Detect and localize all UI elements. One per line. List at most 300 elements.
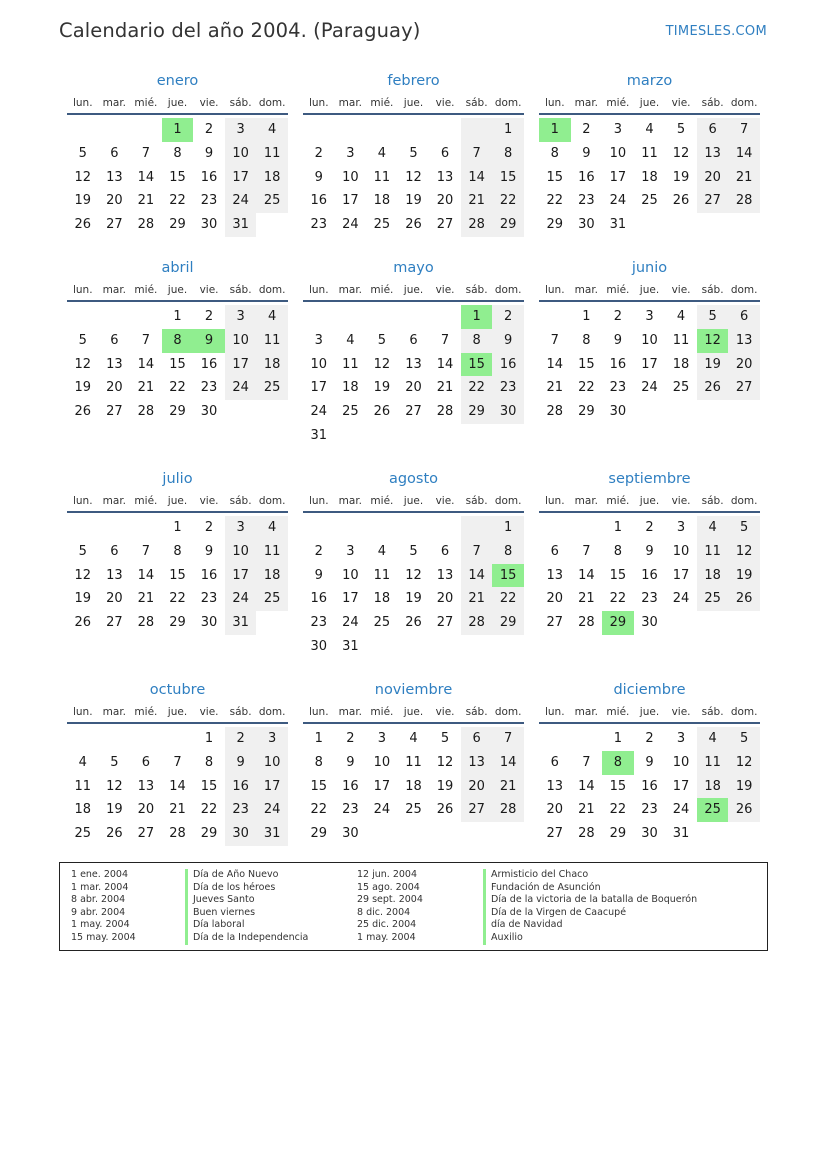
day-cell: 25 — [405, 802, 422, 818]
day-cell: 5 — [728, 516, 760, 540]
day-cell: 14 — [137, 567, 155, 583]
week-row — [303, 189, 524, 213]
empty-day-cell — [539, 727, 571, 751]
day-cell: 5 — [110, 754, 119, 770]
day-cell: 6 — [440, 145, 450, 161]
week-row — [67, 142, 288, 166]
weekday-label: dom. — [258, 284, 286, 296]
day-cell: 4 — [697, 516, 729, 540]
day-cell: 19 — [74, 591, 92, 607]
month-name: enero — [156, 73, 199, 89]
week-row — [539, 189, 760, 213]
weekday-label: jue. — [167, 495, 188, 507]
day-cell: 6 — [697, 118, 729, 142]
day-cell: 10 — [342, 169, 359, 185]
empty-day-cell — [665, 400, 697, 424]
week-row — [539, 727, 760, 751]
day-cell: 17 — [609, 169, 627, 185]
week-row — [303, 798, 524, 822]
day-cell: 17 — [641, 356, 658, 372]
day-cell: 31 — [609, 217, 627, 233]
weekday-label: mar. — [574, 97, 599, 109]
day-cell: 30 — [641, 615, 658, 631]
weekday-label: sáb. — [465, 284, 488, 296]
week-row — [539, 118, 760, 142]
week-row — [303, 353, 524, 377]
day-cell: 10 — [225, 329, 257, 353]
day-cell: 11 — [672, 332, 690, 348]
day-cell: 5 — [676, 122, 686, 137]
month-name: agosto — [388, 471, 439, 487]
day-cell: 23 — [310, 217, 328, 233]
legend-holiday-name: día de Navidad — [483, 919, 697, 932]
week-row — [303, 822, 524, 846]
week-row — [303, 166, 524, 190]
day-cell: 22 — [200, 802, 218, 818]
weekday-label: mié. — [370, 97, 394, 109]
day-cell: 19 — [405, 591, 422, 607]
day-cell: 19 — [728, 775, 760, 799]
legend-date: 15 may. 2004 — [71, 931, 136, 943]
day-cell: 20 — [546, 591, 564, 607]
empty-day-cell — [67, 305, 99, 329]
day-cell: 14 — [436, 356, 454, 372]
week-row — [303, 540, 524, 564]
day-cell: 31 — [256, 822, 288, 846]
weekday-label: mié. — [606, 706, 630, 718]
day-cell: 18 — [74, 802, 92, 818]
week-row — [303, 213, 524, 237]
month-7 — [303, 468, 524, 659]
empty-day-cell — [99, 516, 131, 540]
day-cell: 13 — [461, 751, 493, 775]
day-cell: 8 — [613, 543, 623, 559]
day-cell: 10 — [609, 145, 627, 161]
day-cell: 13 — [728, 329, 760, 353]
day-cell: 5 — [728, 727, 760, 751]
day-cell: 19 — [373, 380, 391, 396]
day-cell: 6 — [409, 332, 418, 348]
week-row — [303, 400, 524, 424]
legend-date: 29 sept. 2004 — [357, 894, 423, 906]
day-cell: 1 — [613, 520, 623, 535]
day-cell: 16 — [200, 567, 218, 583]
empty-day-cell — [366, 118, 398, 142]
day-cell: 23 — [200, 591, 218, 607]
legend-date: 1 ene. 2004 — [71, 869, 128, 880]
week-row — [67, 798, 288, 822]
day-cell: 4 — [409, 731, 418, 746]
day-cell: 23 — [342, 802, 359, 818]
day-cell: 3 — [225, 305, 257, 329]
legend-date: 8 abr. 2004 — [71, 894, 126, 906]
day-cell: 5 — [409, 145, 418, 161]
day-cell: 20 — [697, 166, 729, 190]
day-cell: 31 — [225, 213, 257, 237]
day-cell: 29 — [578, 404, 595, 420]
day-cell: 19 — [672, 169, 690, 185]
day-cell: 21 — [728, 166, 760, 190]
day-cell: 3 — [377, 731, 387, 746]
month-days — [303, 724, 524, 846]
day-cell: 26 — [728, 587, 760, 611]
day-cell: 8 — [582, 332, 591, 348]
day-cell: 21 — [169, 802, 186, 818]
day-cell: 16 — [641, 778, 658, 794]
day-cell: 20 — [106, 193, 123, 209]
day-cell: 13 — [106, 567, 123, 583]
day-cell: 9 — [225, 751, 257, 775]
day-cell: 5 — [78, 543, 87, 559]
weekday-header — [67, 279, 288, 302]
day-cell: 7 — [728, 118, 760, 142]
day-cell: 28 — [436, 404, 454, 420]
week-row — [539, 611, 760, 635]
week-row — [303, 635, 524, 659]
day-cell: 16 — [200, 356, 218, 372]
day-cell: 9 — [204, 543, 214, 559]
weekday-label: vie. — [199, 495, 219, 507]
day-cell: 16 — [492, 353, 524, 377]
week-row — [303, 727, 524, 751]
weekday-label: mié. — [370, 495, 394, 507]
day-cell: 25 — [256, 587, 288, 611]
month-2 — [539, 70, 760, 237]
week-row — [539, 516, 760, 540]
empty-day-cell — [539, 305, 571, 329]
weekday-label: jue. — [167, 284, 188, 296]
day-cell: 10 — [310, 356, 328, 372]
day-cell: 24 — [342, 615, 359, 631]
weekday-label: vie. — [671, 97, 691, 109]
day-cell: 25 — [373, 615, 391, 631]
legend-date: 1 may. 2004 — [71, 919, 130, 931]
day-cell: 15 — [200, 778, 218, 794]
weekday-label: lun. — [544, 284, 565, 296]
empty-day-cell — [697, 213, 729, 237]
day-cell: 22 — [546, 193, 564, 209]
week-row — [539, 329, 760, 353]
month-name: julio — [162, 471, 193, 487]
day-cell: 13 — [546, 778, 564, 794]
empty-day-cell — [130, 727, 162, 751]
day-cell: 24 — [672, 802, 690, 818]
legend-date: 1 mar. 2004 — [71, 881, 129, 893]
month-days — [539, 724, 760, 846]
empty-day-cell — [256, 213, 288, 237]
holiday-day-cell: 29 — [602, 611, 634, 635]
day-cell: 30 — [225, 822, 257, 846]
weekday-label: lun. — [308, 97, 329, 109]
week-row — [67, 516, 288, 540]
empty-day-cell — [99, 727, 131, 751]
day-cell: 28 — [137, 217, 155, 233]
day-cell: 17 — [342, 591, 359, 607]
day-cell: 3 — [645, 309, 654, 324]
day-cell: 11 — [641, 145, 658, 161]
day-cell: 25 — [373, 217, 391, 233]
empty-day-cell — [366, 822, 398, 846]
legend-holiday-name: Auxilio — [483, 932, 697, 945]
day-cell: 7 — [440, 332, 450, 348]
weekday-label: mar. — [574, 706, 599, 718]
day-cell: 28 — [461, 611, 493, 635]
day-cell: 15 — [169, 567, 186, 583]
day-cell: 24 — [672, 591, 690, 607]
day-cell: 6 — [110, 543, 119, 559]
day-cell: 2 — [645, 520, 654, 535]
day-cell: 16 — [641, 567, 658, 583]
day-cell: 10 — [672, 543, 690, 559]
day-cell: 12 — [436, 754, 454, 770]
weekday-label: lun. — [72, 284, 93, 296]
day-cell: 21 — [461, 587, 493, 611]
weekday-header — [303, 92, 524, 115]
day-cell: 8 — [550, 145, 559, 161]
legend-date: 1 may. 2004 — [357, 931, 416, 943]
brand-link[interactable]: TIMESLES.COM — [665, 24, 767, 39]
day-cell: 11 — [256, 142, 288, 166]
legend-dates-left — [71, 869, 136, 945]
weekday-label: lun. — [544, 706, 565, 718]
day-cell: 13 — [405, 356, 422, 372]
empty-day-cell — [398, 635, 430, 659]
day-cell: 30 — [200, 217, 218, 233]
month-8 — [539, 468, 760, 635]
holiday-day-cell: 9 — [193, 329, 225, 353]
day-cell: 21 — [137, 193, 155, 209]
week-row — [539, 587, 760, 611]
day-cell: 30 — [578, 217, 595, 233]
weekday-label: lun. — [72, 706, 93, 718]
day-cell: 26 — [672, 193, 690, 209]
weekday-label: vie. — [671, 706, 691, 718]
holiday-day-cell: 1 — [162, 118, 194, 142]
day-cell: 1 — [173, 520, 182, 535]
holiday-day-cell: 15 — [492, 564, 524, 588]
weekday-label: dom. — [494, 284, 522, 296]
week-row — [67, 727, 288, 751]
day-cell: 14 — [169, 778, 186, 794]
weekday-label: lun. — [544, 495, 565, 507]
day-cell: 14 — [492, 751, 524, 775]
empty-day-cell — [366, 516, 398, 540]
day-cell: 27 — [546, 826, 564, 842]
empty-day-cell — [571, 727, 603, 751]
weekday-header — [67, 92, 288, 115]
day-cell: 28 — [728, 189, 760, 213]
weekday-header — [303, 279, 524, 302]
weekday-label: lun. — [72, 97, 93, 109]
legend-date: 8 dic. 2004 — [357, 906, 411, 918]
day-cell: 4 — [377, 543, 387, 559]
empty-day-cell — [429, 305, 461, 329]
day-cell: 16 — [200, 169, 218, 185]
day-cell: 9 — [314, 567, 323, 583]
weekday-label: mar. — [574, 495, 599, 507]
legend-holiday-name: Día de Año Nuevo — [185, 869, 308, 882]
day-cell: 30 — [200, 615, 218, 631]
day-cell: 23 — [641, 802, 658, 818]
empty-day-cell — [130, 516, 162, 540]
day-cell: 24 — [342, 217, 359, 233]
day-cell: 7 — [461, 540, 493, 564]
day-cell: 13 — [436, 567, 454, 583]
day-cell: 18 — [697, 775, 729, 799]
day-cell: 2 — [346, 731, 355, 746]
day-cell: 26 — [74, 404, 92, 420]
day-cell: 18 — [697, 564, 729, 588]
legend-holiday-name: Día de la Independencia — [185, 932, 308, 945]
week-row — [67, 305, 288, 329]
day-cell: 14 — [461, 166, 493, 190]
day-cell: 22 — [492, 587, 524, 611]
weekday-label: sáb. — [701, 284, 724, 296]
day-cell: 17 — [672, 567, 690, 583]
week-row — [539, 564, 760, 588]
day-cell: 9 — [582, 145, 591, 161]
day-cell: 26 — [405, 217, 422, 233]
day-cell: 27 — [106, 217, 123, 233]
day-cell: 20 — [728, 353, 760, 377]
weekday-label: jue. — [167, 706, 188, 718]
day-cell: 23 — [200, 380, 218, 396]
day-cell: 25 — [256, 376, 288, 400]
empty-day-cell — [461, 424, 493, 448]
day-cell: 4 — [346, 332, 355, 348]
day-cell: 19 — [697, 353, 729, 377]
weekday-label: vie. — [435, 284, 455, 296]
day-cell: 18 — [405, 778, 422, 794]
weekday-label: mar. — [102, 284, 127, 296]
day-cell: 24 — [641, 380, 658, 396]
legend-holiday-name: Armisticio del Chaco — [483, 869, 697, 882]
weekday-label: sáb. — [229, 97, 252, 109]
day-cell: 7 — [582, 543, 591, 559]
day-cell: 27 — [697, 189, 729, 213]
day-cell: 9 — [645, 754, 654, 770]
day-cell: 29 — [200, 826, 218, 842]
empty-day-cell — [665, 213, 697, 237]
weekday-header — [67, 701, 288, 724]
week-row — [539, 353, 760, 377]
day-cell: 3 — [346, 145, 355, 161]
empty-day-cell — [429, 822, 461, 846]
week-row — [67, 329, 288, 353]
day-cell: 14 — [546, 356, 564, 372]
day-cell: 24 — [256, 798, 288, 822]
day-cell: 1 — [492, 118, 524, 142]
day-cell: 8 — [204, 754, 214, 770]
day-cell: 7 — [141, 332, 151, 348]
day-cell: 9 — [645, 543, 654, 559]
day-cell: 12 — [373, 356, 391, 372]
day-cell: 11 — [74, 778, 92, 794]
legend-dates-right — [357, 869, 423, 945]
week-row — [539, 166, 760, 190]
month-0 — [67, 70, 288, 237]
weekday-label: dom. — [258, 97, 286, 109]
weekday-label: mar. — [574, 284, 599, 296]
empty-day-cell — [728, 400, 760, 424]
day-cell: 28 — [137, 404, 155, 420]
empty-day-cell — [728, 213, 760, 237]
day-cell: 24 — [609, 193, 627, 209]
weekday-header — [539, 279, 760, 302]
month-days — [303, 513, 524, 659]
day-cell: 12 — [672, 145, 690, 161]
day-cell: 30 — [641, 826, 658, 842]
day-cell: 14 — [137, 356, 155, 372]
day-cell: 10 — [641, 332, 658, 348]
holiday-day-cell: 1 — [539, 118, 571, 142]
empty-day-cell — [303, 305, 335, 329]
empty-day-cell — [429, 118, 461, 142]
day-cell: 20 — [405, 380, 422, 396]
weekday-label: jue. — [403, 284, 424, 296]
empty-day-cell — [162, 727, 194, 751]
month-name: octubre — [149, 682, 206, 698]
weekday-label: sáb. — [229, 284, 252, 296]
day-cell: 27 — [106, 615, 123, 631]
empty-day-cell — [398, 305, 430, 329]
empty-day-cell — [539, 516, 571, 540]
week-row — [539, 142, 760, 166]
weekday-label: dom. — [258, 495, 286, 507]
empty-day-cell — [492, 635, 524, 659]
day-cell: 30 — [200, 404, 218, 420]
day-cell: 14 — [137, 169, 155, 185]
weekday-header — [67, 490, 288, 513]
week-row — [303, 424, 524, 448]
month-5 — [539, 257, 760, 424]
month-days — [67, 513, 288, 635]
day-cell: 16 — [609, 356, 627, 372]
day-cell: 24 — [373, 802, 391, 818]
month-6 — [67, 468, 288, 635]
weekday-label: jue. — [639, 706, 660, 718]
day-cell: 17 — [373, 778, 391, 794]
day-cell: 7 — [141, 145, 151, 161]
day-cell: 5 — [377, 332, 387, 348]
weekday-label: sáb. — [465, 97, 488, 109]
weekday-label: lun. — [72, 495, 93, 507]
day-cell: 1 — [204, 731, 214, 746]
day-cell: 12 — [74, 356, 92, 372]
day-cell: 4 — [78, 754, 87, 770]
day-cell: 19 — [405, 193, 422, 209]
day-cell: 10 — [672, 754, 690, 770]
day-cell: 16 — [578, 169, 595, 185]
day-cell: 28 — [492, 798, 524, 822]
day-cell: 2 — [314, 145, 323, 161]
day-cell: 13 — [436, 169, 454, 185]
weekday-header — [303, 701, 524, 724]
weekday-label: jue. — [403, 495, 424, 507]
day-cell: 7 — [141, 543, 151, 559]
week-row — [539, 540, 760, 564]
day-cell: 20 — [137, 802, 155, 818]
day-cell: 6 — [728, 305, 760, 329]
weekday-label: lun. — [308, 284, 329, 296]
day-cell: 4 — [256, 118, 288, 142]
empty-day-cell — [429, 516, 461, 540]
week-row — [303, 516, 524, 540]
day-cell: 10 — [256, 751, 288, 775]
week-row — [67, 611, 288, 635]
day-cell: 5 — [697, 305, 729, 329]
day-cell: 31 — [672, 826, 690, 842]
